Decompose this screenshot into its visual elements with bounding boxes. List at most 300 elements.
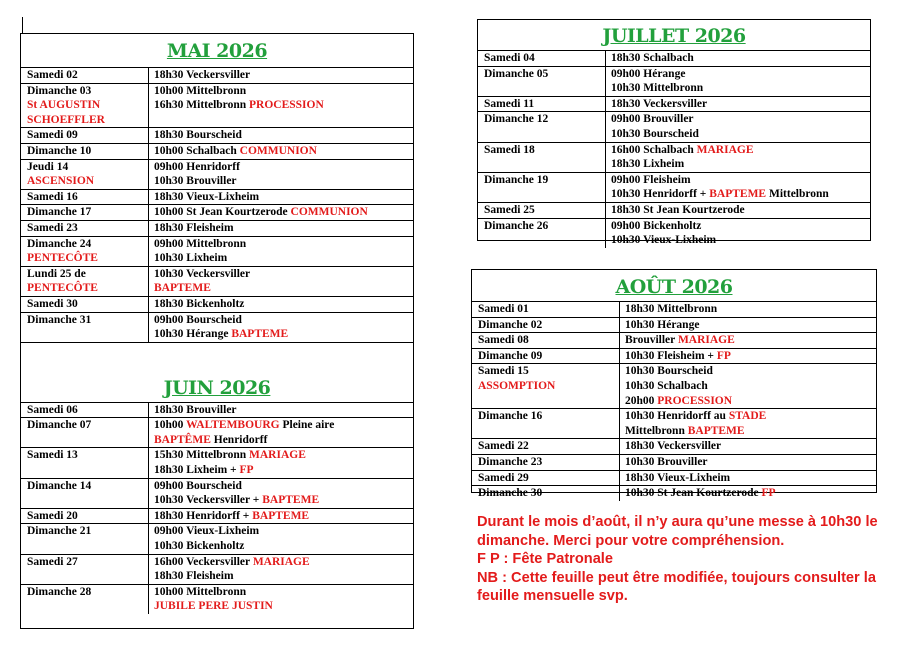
schedule-row [21,447,413,477]
mass-line [625,349,876,364]
schedule-row [21,143,413,159]
mass-text: Mittelbronn [766,188,829,201]
mass-cell [149,237,413,266]
mass-text: 18h30 Veckersviller [154,69,251,81]
mass-text: 10h30 Mittelbronn [611,82,704,95]
schedule-row [21,402,413,418]
day-label: Samedi 04 [484,52,535,64]
mass-text: 16h00 Schalbach [611,143,697,156]
aout-schedule [471,269,877,500]
day-cell [478,51,606,66]
event-highlight: BAPTEME [709,188,767,201]
day-cell [478,67,606,96]
mass-cell [606,219,870,248]
note-nb: NB : Cette feuille peut être modifiée, toujours consulter la feuille mensuelle svp. [477,569,876,604]
day-label: PENTECÔTE [27,282,98,295]
day-label: Samedi 23 [27,221,78,234]
mass-cell [149,403,413,418]
mass-line [154,221,413,236]
day-cell [21,84,149,128]
mass-line [625,379,876,394]
margin-line [22,17,23,33]
mass-text: 10h00 St Jean Kourtzerode [154,206,291,219]
mass-text: 09h00 Bourscheid [154,479,242,492]
mass-cell [606,203,870,218]
mass-line [625,486,876,501]
mass-line [611,187,870,202]
schedule-row [478,142,870,172]
day-label: Dimanche 07 [27,419,92,432]
mass-cell [620,455,876,470]
mass-line [611,127,870,142]
mass-text: Henridorff [210,433,268,446]
mass-line [154,84,413,99]
mass-line [154,98,413,113]
day-label: Samedi 15 [478,365,529,378]
event-highlight: BAPTEME [252,509,310,522]
mass-text: 10h30 Henridorff + [611,188,710,201]
schedule-row [472,438,876,454]
day-label: Dimanche 28 [27,585,92,598]
mass-cell [149,509,413,524]
mass-line [611,219,870,234]
mass-text: 18h30 Veckersviller [611,97,708,110]
mass-line [611,233,870,248]
mass-cell [620,364,876,408]
day-cell [472,349,620,364]
day-label: St AUGUSTIN [27,99,101,112]
day-label: Dimanche 21 [27,525,92,538]
schedule-row [21,83,413,128]
day-label: Dimanche 30 [478,487,543,500]
schedule-row [21,266,413,296]
day-cell [472,455,620,470]
juin-rows [21,402,413,614]
mass-line [625,409,876,424]
day-label: Samedi 16 [27,190,78,203]
day-cell [21,418,149,447]
day-cell [472,333,620,348]
schedule-row [21,554,413,584]
mass-text: 18h30 Lixheim [611,158,685,171]
schedule-row [478,111,870,141]
mass-text: 20h00 [625,394,658,407]
day-cell [478,97,606,112]
mass-text: 18h30 Lixheim + [154,464,240,477]
mass-text: 16h30 Mittelbronn [154,99,249,112]
day-cell [21,313,149,342]
note-august: Durant le mois d’août, il n’y aura qu’une messe à 10h30 le dimanche. Merci pour votre compréhension. [477,514,878,549]
day-label: Samedi 06 [27,403,78,416]
mass-cell [606,112,870,141]
mass-text: 18h30 Fleisheim [154,221,234,234]
event-highlight: JUBILE PERE JUSTIN [154,600,273,613]
mass-line [154,297,413,312]
mass-line [154,493,413,508]
day-label: ASCENSION [27,175,95,188]
mass-text: 18h30 Vieux-Lixheim [154,190,260,203]
mass-line [625,455,876,470]
event-highlight: WALTEMBOURG [186,419,280,432]
mass-text: 18h30 Schalbach [611,52,694,64]
mass-cell [149,160,413,189]
day-cell [21,585,149,614]
schedule-row [21,220,413,236]
day-cell [21,205,149,220]
mass-text: 10h30 Veckersviller [154,267,251,280]
mass-text: Pleine aire [279,419,335,432]
event-highlight: MARIAGE [677,334,735,347]
day-label: PENTECÔTE [27,252,98,265]
month-title-aout: AOÛT 2026 [615,276,733,298]
day-label: Dimanche 14 [27,479,92,492]
mass-cell [149,144,413,159]
mass-cell [606,51,870,66]
day-cell [21,237,149,266]
day-cell [472,302,620,317]
mass-line [154,237,413,252]
day-label: Samedi 29 [478,471,529,484]
mass-line [154,585,413,600]
mass-line [625,364,876,379]
day-cell [21,555,149,584]
schedule-row [472,348,876,364]
schedule-row [472,470,876,486]
mass-line [154,160,413,175]
event-highlight: MARIAGE [696,143,754,156]
mass-cell [606,97,870,112]
schedule-row [21,236,413,266]
event-highlight: BAPTÊME [154,433,211,446]
schedule-row [21,312,413,342]
mass-line [154,524,413,539]
schedule-row [478,96,870,112]
event-highlight: COMMUNION [290,206,368,219]
month-title-juin: JUIN 2026 [163,376,271,399]
day-cell [21,128,149,143]
day-label: Dimanche 05 [484,67,549,80]
schedule-row [472,363,876,408]
mass-text: 10h30 St Jean Kourtzerode [625,487,762,500]
mass-text: 18h30 Bourscheid [154,129,242,142]
mass-line [625,424,876,439]
mass-cell [149,585,413,614]
schedule-row [472,408,876,438]
schedule-row [472,454,876,470]
mass-text: 18h30 Fleisheim [154,570,234,583]
day-cell [478,203,606,218]
schedule-row [21,508,413,524]
mass-text: 10h30 Bourscheid [611,127,699,140]
schedule-row [478,218,870,248]
mass-text: 09h00 Henridorff [154,160,240,173]
day-label: ASSOMPTION [478,379,556,392]
mass-cell [149,418,413,447]
mass-line [611,173,870,188]
mass-cell [149,479,413,508]
schedule-row [472,332,876,348]
day-cell [21,267,149,296]
day-label: Samedi 01 [478,303,529,315]
day-label: Samedi 27 [27,555,78,568]
schedule-row [21,296,413,312]
event-highlight: PROCESSION [249,99,324,112]
mass-line [625,318,876,333]
event-highlight: BAPTEME [231,328,289,341]
mai-juin-gap [21,342,413,373]
day-label: Dimanche 16 [478,410,543,423]
mass-cell [620,409,876,438]
mai-juin-schedule [20,33,414,629]
mass-text: 10h30 Fleisheim + [625,349,717,362]
mass-text: 10h00 [154,419,187,432]
mass-line [625,302,876,317]
mass-cell [149,128,413,143]
day-cell [478,173,606,202]
day-label: Dimanche 02 [478,318,543,331]
mass-cell [149,448,413,477]
mass-line [154,539,413,554]
day-label: Samedi 18 [484,143,535,156]
day-cell [21,297,149,312]
mass-text: 09h00 Bickenholtz [611,219,702,232]
event-highlight: MARIAGE [252,555,310,568]
mass-text: 10h00 Mittelbronn [154,84,247,97]
juillet-rows [478,50,870,248]
day-label: Dimanche 10 [27,144,92,157]
mass-text: 10h30 Henridorff au [625,410,729,423]
day-label: Samedi 30 [27,297,78,310]
day-cell [21,160,149,189]
mass-line [154,599,413,614]
schedule-row [478,66,870,96]
note-fp-legend: F P : Fête Patronale [477,551,613,567]
day-label: Dimanche 31 [27,313,92,326]
mass-cell [620,333,876,348]
mass-cell [606,173,870,202]
mass-cell [606,67,870,96]
juillet-schedule [477,19,871,247]
mass-text: 10h30 Vieux-Lixheim [611,234,717,247]
mass-cell [620,471,876,486]
mass-cell [149,555,413,584]
event-highlight: COMMUNION [239,144,317,157]
day-label: Jeudi 14 [27,160,69,173]
mass-line [154,174,413,189]
mass-line [611,67,870,82]
schedule-row [478,50,870,66]
schedule-row [21,204,413,220]
mass-text: 10h30 Schalbach [625,379,708,392]
mass-line [154,509,413,524]
event-highlight: PROCESSION [657,394,733,407]
month-title-mai: MAI 2026 [166,40,268,62]
mass-text: 09h00 Hérange [611,67,686,80]
mass-line [154,313,413,328]
day-label: Lundi 25 de [27,267,86,280]
day-cell [478,219,606,248]
mass-line [625,394,876,409]
mass-text: 09h00 Vieux-Lixheim [154,525,260,538]
mass-line [611,51,870,66]
schedule-row [472,301,876,317]
mass-line [154,128,413,143]
mass-cell [149,524,413,553]
mass-line [611,157,870,172]
day-label: Samedi 09 [27,129,78,142]
day-cell [21,144,149,159]
mass-text: 15h30 Mittelbronn [154,449,249,462]
mass-line [154,281,413,296]
mass-line [154,267,413,282]
event-highlight: STADE [728,410,767,423]
mass-cell [620,302,876,317]
event-highlight: FP [716,349,731,362]
day-label: Dimanche 19 [484,173,549,186]
day-label: Samedi 20 [27,509,78,522]
event-highlight: BAPTEME [154,282,211,295]
mass-text: 10h30 Hérange [625,318,700,331]
day-label: Samedi 11 [484,97,535,110]
month-title-juillet: JUILLET 2026 [602,25,746,47]
mass-line [154,251,413,266]
mass-text: 18h30 Henridorff + [154,509,253,522]
day-cell [472,364,620,408]
schedule-row [472,317,876,333]
day-label: Samedi 02 [27,69,78,81]
mass-text: 10h30 Bourscheid [625,365,713,378]
mass-line [625,471,876,486]
day-cell [21,479,149,508]
schedule-row [21,67,413,83]
mass-cell [620,439,876,454]
mass-cell [149,84,413,128]
day-cell [21,509,149,524]
schedule-row [21,127,413,143]
day-label: Samedi 22 [478,440,529,453]
mass-text: 09h00 Mittelbronn [154,237,247,250]
mass-cell [149,190,413,205]
day-label: SCHOEFFLER [27,113,105,126]
mass-text: 10h30 Hérange [154,328,232,341]
day-cell [21,68,149,83]
day-cell [478,143,606,172]
day-cell [21,190,149,205]
day-cell [478,112,606,141]
mass-cell [606,143,870,172]
mass-line [611,112,870,127]
mass-text: 10h30 Brouviller [625,455,708,468]
day-cell [472,318,620,333]
mass-line [154,68,413,83]
mass-line [154,463,413,478]
mass-cell [149,221,413,236]
day-label: Dimanche 24 [27,237,92,250]
mass-cell [620,486,876,501]
day-cell [21,524,149,553]
day-cell [21,403,149,418]
day-label: Dimanche 12 [484,113,549,126]
event-highlight: BAPTEME [687,424,745,437]
day-cell [472,409,620,438]
schedule-row [21,584,413,614]
mass-text: Mittelbronn [625,424,688,437]
day-label: Dimanche 23 [478,455,543,468]
mass-line [154,448,413,463]
mass-line [611,97,870,112]
mass-line [611,203,870,218]
mass-cell [620,349,876,364]
mass-cell [149,313,413,342]
mass-line [154,433,413,448]
mass-cell [149,267,413,296]
day-cell [472,471,620,486]
day-cell [472,486,620,501]
schedule-row [21,189,413,205]
schedule-row [21,478,413,508]
mass-text: 18h30 Vieux-Lixheim [625,471,731,484]
schedule-row [21,159,413,189]
day-label: Samedi 08 [478,334,529,347]
mass-text: 09h00 Bourscheid [154,313,242,326]
mass-text: Brouviller [625,334,678,347]
mass-text: 10h30 Bickenholtz [154,540,245,553]
event-highlight: MARIAGE [249,449,306,462]
mass-cell [620,318,876,333]
mass-text: 18h30 St Jean Kourtzerode [611,203,745,216]
mass-cell [149,297,413,312]
mass-line [611,81,870,96]
day-label: Dimanche 17 [27,206,92,219]
event-highlight: BAPTEME [262,494,320,507]
mass-text: 10h00 Schalbach [154,144,240,157]
schedule-row [21,523,413,553]
event-highlight: FP [761,487,776,500]
mass-line [154,403,413,418]
mass-line [154,569,413,584]
mass-text: 10h30 Lixheim [154,252,228,265]
schedule-row [478,172,870,202]
mass-line [154,555,413,570]
day-label: Samedi 25 [484,203,535,216]
mass-text: 10h30 Brouviller [154,175,237,188]
mass-cell [149,68,413,83]
mass-text: 10h30 Veckersviller + [154,494,263,507]
mass-line [625,439,876,454]
mass-text: 18h30 Bickenholtz [154,297,245,310]
mass-cell [149,205,413,220]
mass-line [154,190,413,205]
mass-text: 10h00 Mittelbronn [154,585,247,598]
schedule-row [478,202,870,218]
aout-rows [472,301,876,501]
mai-rows [21,67,413,342]
mass-text: 18h30 Mittelbronn [625,303,718,315]
mass-line [611,143,870,158]
mass-text: 09h00 Brouviller [611,113,694,126]
mass-text: 18h30 Veckersviller [625,440,722,453]
mass-line [154,144,413,159]
mass-line [154,479,413,494]
notes-block [477,513,887,606]
day-label: Dimanche 09 [478,349,543,362]
mass-line [154,418,413,433]
mass-line [625,333,876,348]
event-highlight: FP [239,464,254,477]
mass-text: 16h00 Veckersviller [154,555,253,568]
day-label: Dimanche 26 [484,219,549,232]
schedule-row [472,485,876,501]
